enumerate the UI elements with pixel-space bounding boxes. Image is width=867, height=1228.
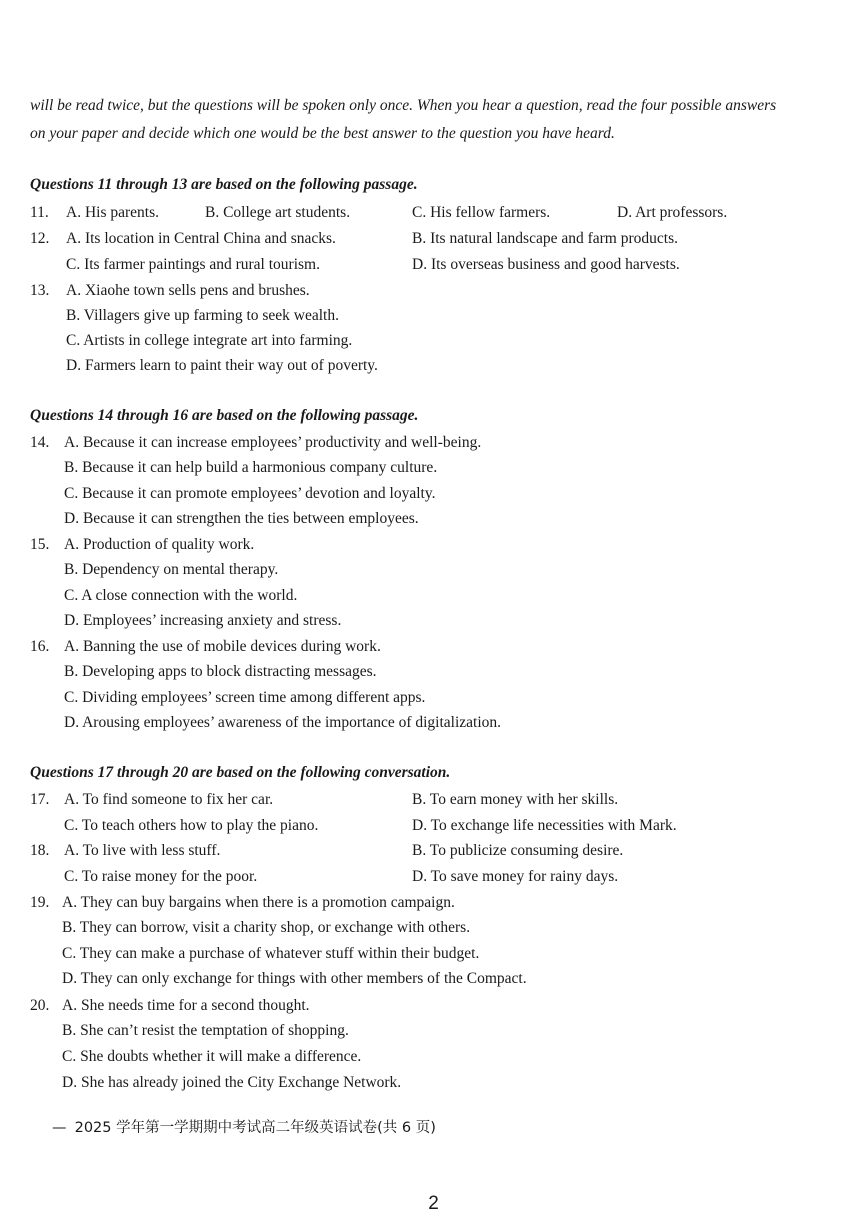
option-b: B. To earn money with her skills. bbox=[412, 791, 619, 808]
question-number: 16. bbox=[30, 638, 50, 655]
option-a: A. To find someone to fix her car. bbox=[64, 791, 274, 808]
question-number: 11. bbox=[30, 204, 49, 221]
option-d: D. Its overseas business and good harvests. bbox=[412, 256, 680, 273]
option-c: C. Artists in college integrate art into farming. bbox=[66, 332, 353, 349]
option-b: B. Its natural landscape and farm products. bbox=[412, 230, 678, 247]
option-c: C. She doubts whether it will make a difference. bbox=[62, 1048, 362, 1065]
option-a: A. They can buy bargains when there is a promotion campaign. bbox=[62, 894, 455, 911]
option-d: D. Farmers learn to paint their way out of poverty. bbox=[66, 357, 378, 374]
option-c: C. His fellow farmers. bbox=[412, 204, 551, 221]
option-c: C. Because it can promote employees’ devotion and loyalty. bbox=[64, 485, 436, 502]
option-c: C. To raise money for the poor. bbox=[64, 868, 258, 885]
option-b: B. Dependency on mental therapy. bbox=[64, 561, 279, 578]
question-number: 18. bbox=[30, 842, 50, 859]
option-d: D. She has already joined the City Exchange Network. bbox=[62, 1074, 402, 1091]
section-title: Questions 14 through 16 are based on the following passage. bbox=[30, 407, 419, 424]
option-d: D. Because it can strengthen the ties between employees. bbox=[64, 510, 419, 527]
option-b: B. Villagers give up farming to seek wealth. bbox=[66, 307, 339, 324]
option-c: C. They can make a purchase of whatever stuff within their budget. bbox=[62, 945, 480, 962]
option-d: D. They can only exchange for things with other members of the Compact. bbox=[62, 970, 527, 987]
option-d: D. To exchange life necessities with Mark. bbox=[412, 817, 677, 834]
option-a: A. To live with less stuff. bbox=[64, 842, 221, 859]
question-number: 13. bbox=[30, 282, 50, 299]
section-title: Questions 17 through 20 are based on the following conversation. bbox=[30, 764, 451, 781]
page-number: 2 bbox=[428, 1193, 439, 1214]
question-number: 15. bbox=[30, 536, 50, 553]
footer-text: 2025 学年第一学期期中考试高二年级英语试卷(共 6 页) bbox=[74, 1120, 436, 1136]
option-a: A. Production of quality work. bbox=[64, 536, 255, 553]
option-d: D. Art professors. bbox=[617, 204, 728, 221]
page-footer bbox=[52, 1116, 436, 1137]
option-a: A. Xiaohe town sells pens and brushes. bbox=[66, 282, 310, 299]
option-a: A. Its location in Central China and snacks. bbox=[66, 230, 336, 247]
option-b: B. They can borrow, visit a charity shop, or exchange with others. bbox=[62, 919, 471, 936]
option-c: C. Its farmer paintings and rural tourism. bbox=[66, 256, 320, 273]
option-d: D. Arousing employees’ awareness of the importance of digitalization. bbox=[64, 714, 502, 731]
option-b: B. She can’t resist the temptation of shopping. bbox=[62, 1022, 349, 1039]
question-number: 19. bbox=[30, 894, 50, 911]
option-b: B. To publicize consuming desire. bbox=[412, 842, 624, 859]
question-number: 17. bbox=[30, 791, 50, 808]
option-c: C. To teach others how to play the piano. bbox=[64, 817, 319, 834]
question-number: 20. bbox=[30, 997, 50, 1014]
option-c: C. Dividing employees’ screen time among different apps. bbox=[64, 689, 426, 706]
option-d: D. To save money for rainy days. bbox=[412, 868, 619, 885]
question-number: 12. bbox=[30, 230, 50, 247]
footer-dash: — bbox=[52, 1120, 67, 1136]
option-c: C. A close connection with the world. bbox=[64, 587, 298, 604]
option-a: A. Because it can increase employees’ productivity and well-being. bbox=[64, 434, 482, 451]
option-a: A. She needs time for a second thought. bbox=[62, 997, 310, 1014]
listening-instructions: will be read twice, but the questions will be spoken only once. When you hear a question, read the four possible answers on your paper and decide which one would be the best answer to the question you have heard. bbox=[30, 97, 777, 142]
option-a: A. His parents. bbox=[66, 204, 159, 221]
option-b: B. College art students. bbox=[205, 204, 351, 221]
option-b: B. Developing apps to block distracting messages. bbox=[64, 663, 377, 680]
question-number: 14. bbox=[30, 434, 50, 451]
option-b: B. Because it can help build a harmonious company culture. bbox=[64, 459, 438, 476]
option-d: D. Employees’ increasing anxiety and stress. bbox=[64, 612, 342, 629]
option-a: A. Banning the use of mobile devices during work. bbox=[64, 638, 381, 655]
section-title: Questions 11 through 13 are based on the following passage. bbox=[30, 176, 418, 193]
